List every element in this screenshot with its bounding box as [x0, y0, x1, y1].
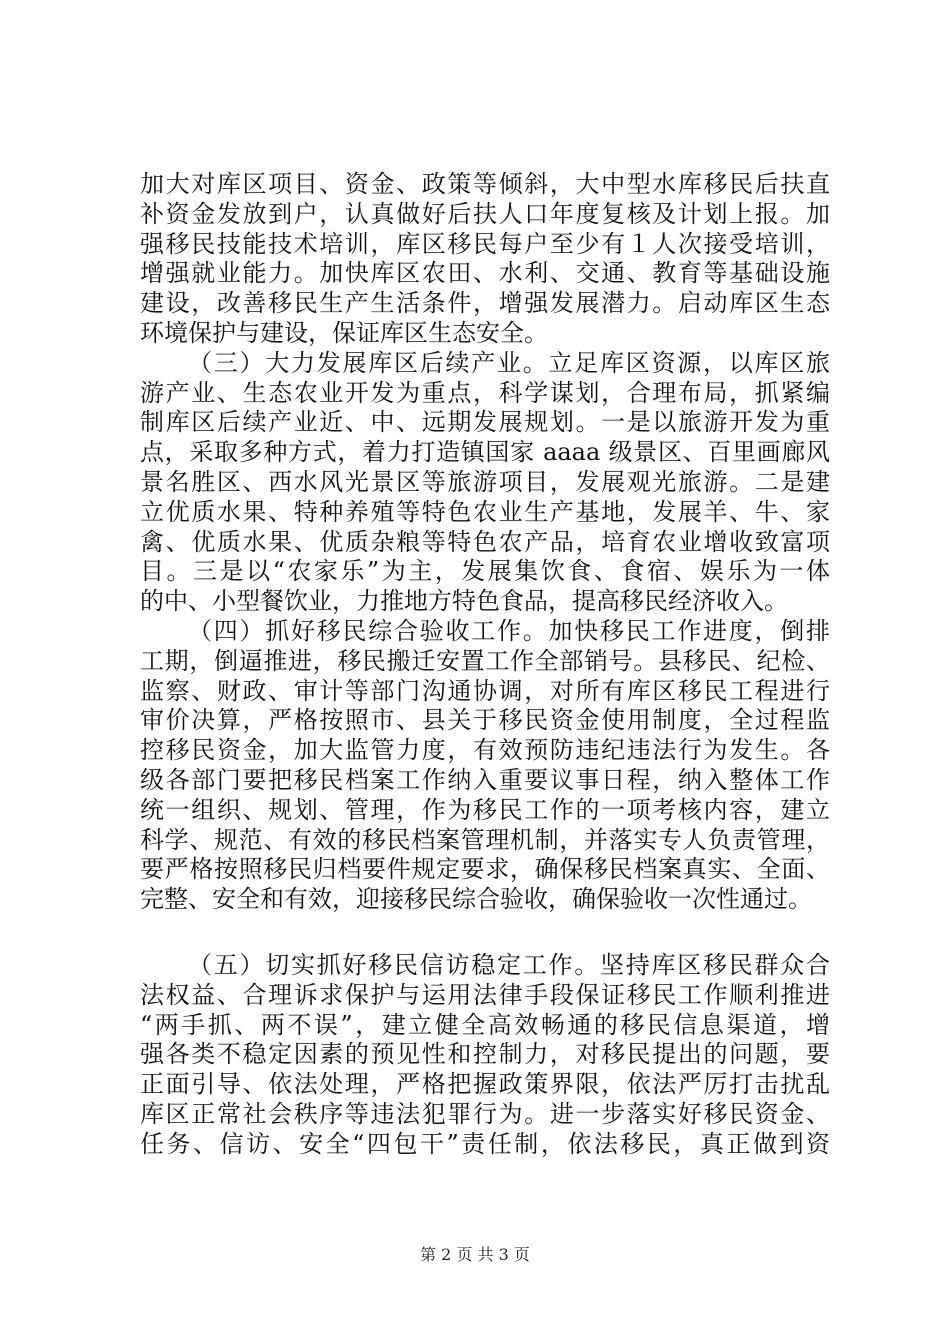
text-line: 立优质水果、特种养殖等特色农业生产基地，发展羊、牛、家: [140, 497, 830, 526]
text-line: 制库区后续产业近、中、远期发展规划。一是以旅游开发为重: [140, 408, 830, 437]
text-line: 环境保护与建设，保证库区生态安全。: [140, 318, 548, 347]
text-line: 禽、优质水果、优质杂粮等特色农产品，培育农业增收致富项: [140, 527, 830, 556]
text-line: 工期，倒逼推进，移民搬迁安置工作全部销号。县移民、纪检、: [140, 646, 830, 675]
paragraph-4-heading-section: [140, 617, 830, 915]
text-line: 建设，改善移民生产生活条件，增强发展潜力。启动库区生态: [140, 289, 830, 318]
document-body: [140, 170, 830, 1160]
text-line: 游产业、生态农业开发为重点，科学谋划，合理布局，抓紧编: [140, 378, 830, 407]
text-line: 监察、财政、审计等部门沟通协调，对所有库区移民工程进行: [140, 676, 830, 705]
text-line: 目。三是以“农家乐”为主，发展集饮食、食宿、娱乐为一体: [140, 557, 830, 586]
text-line: 完整、安全和有效，迎接移民综合验收，确保验收一次性通过。: [140, 885, 812, 914]
text-line: 强移民技能技术培训，库区移民每户至少有１人次接受培训，: [140, 229, 830, 258]
text-line: 任务、信访、安全“四包干”责任制，依法移民，真正做到资: [140, 1129, 830, 1158]
text-line: “两手抓、两不误”，建立健全高效畅通的移民信息渠道，增: [140, 1010, 830, 1039]
text-line: 强各类不稳定因素的预见性和控制力，对移民提出的问题，要: [140, 1040, 830, 1069]
text-line: 级各部门要把移民档案工作纳入重要议事日程，纳入整体工作: [140, 765, 830, 794]
text-line: （四）抓好移民综合验收工作。加快移民工作进度，倒排: [188, 616, 830, 645]
paragraph-1: [140, 170, 830, 349]
text-line: 要严格按照移民归档要件规定要求，确保移民档案真实、全面、: [140, 855, 830, 884]
text-line: （五）切实抓好移民信访稳定工作。坚持库区移民群众合: [188, 950, 830, 979]
text-line: 法权益、合理诉求保护与运用法律手段保证移民工作顺利推进: [140, 980, 830, 1009]
page-number-footer: 第 2 页 共 3 页: [420, 1245, 530, 1264]
text-line: 统一组织、规划、管理，作为移民工作的一项考核内容，建立: [140, 795, 830, 824]
text-line: 加大对库区项目、资金、政策等倾斜，大中型水库移民后扶直: [140, 170, 830, 198]
text-line: （三）大力发展库区后续产业。立足库区资源，以库区旅: [188, 348, 830, 377]
text-line: 控移民资金，加大监管力度，有效预防违纪违法行为发生。各: [140, 736, 830, 765]
paragraph-spacer: [140, 915, 830, 951]
paragraph-3-heading-section: [140, 349, 830, 617]
text-line: 正面引导、依法处理，严格把握政策界限，依法严厉打击扰乱: [140, 1070, 830, 1099]
text-line: 点，采取多种方式，着力打造镇国家 aaaa 级景区、百里画廊风: [140, 438, 830, 467]
text-line: 科学、规范、有效的移民档案管理机制，并落实专人负责管理，: [140, 825, 830, 854]
text-line: 的中、小型餐饮业，力推地方特色食品，提高移民经济收入。: [140, 587, 788, 616]
text-line: 增强就业能力。加快库区农田、水利、交通、教育等基础设施: [140, 259, 830, 288]
text-line: 库区正常社会秩序等违法犯罪行为。进一步落实好移民资金、: [140, 1099, 830, 1128]
text-line: 审价决算，严格按照市、县关于移民资金使用制度，全过程监: [140, 706, 830, 735]
text-line: 补资金发放到户，认真做好后扶人口年度复核及计划上报。加: [140, 199, 830, 228]
paragraph-5-heading-section: [140, 951, 830, 1160]
text-line: 景名胜区、西水风光景区等旅游项目，发展观光旅游。二是建: [140, 467, 830, 496]
